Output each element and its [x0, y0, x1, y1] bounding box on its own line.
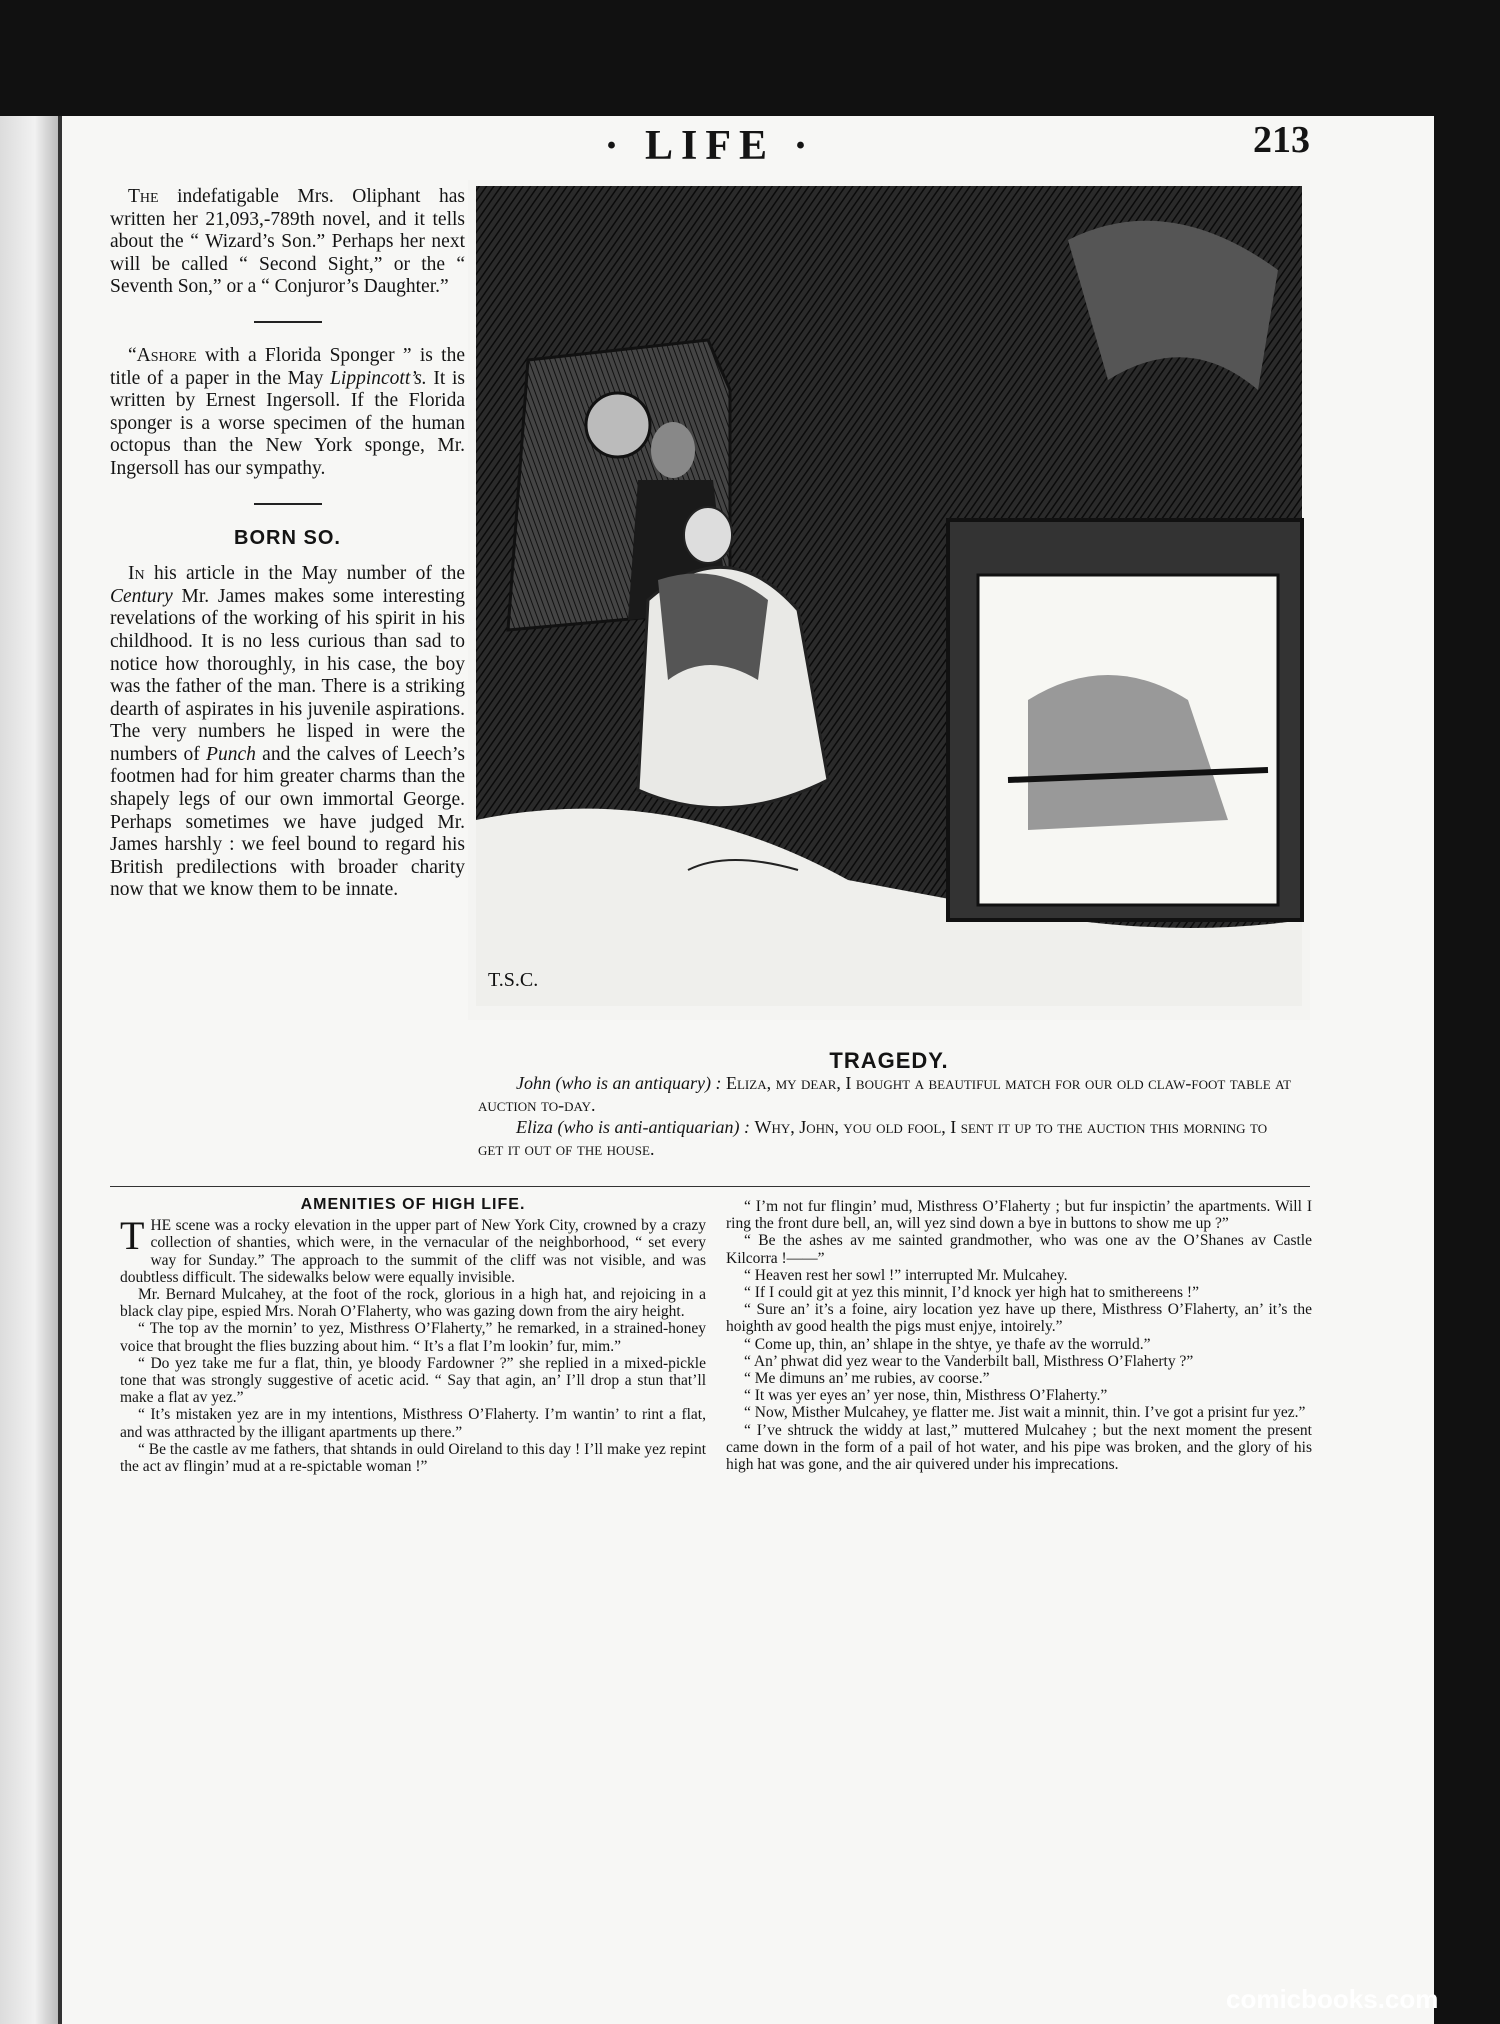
amenities-right-column	[726, 1198, 1312, 1473]
scan-right-border	[1434, 116, 1500, 2024]
ashore-magazine: Lippincott’s.	[330, 367, 427, 389]
ashore-text-2: It is written by Ernest Ingersoll. If the Florida sponger is a worse specimen of the human octopus than the New York sponge, Mr. Ingersoll has our sympathy.	[110, 367, 465, 479]
facing-page-edge	[0, 116, 58, 2024]
oliphant-text: indefatigable Mrs. Oliphant has written her 21,093,-789th novel, and it tells about the “ Wizard’s Son.” Perhaps her next will be called “ Second Sight,” or the “ Seventh Son,” or a “ Conjuror’s Daughter.”	[110, 186, 465, 298]
amenities-paragraph: “ Be the castle av me fathers, that shtands in ould Oireland to this day ! I’ll make yez repint the act av flingin’ mud at a re-spictable woman !”	[120, 1440, 706, 1476]
artist-signature: T.S.C.	[488, 969, 539, 991]
tragedy-title: TRAGEDY.	[829, 1048, 949, 1073]
born-so-title: BORN SO.	[234, 526, 341, 549]
ashore-paragraph	[110, 345, 465, 481]
born-so-text-3: and the calves of Leech’s footmen had for him greater charms than the shapely legs of our own immortal George. Perhaps sometimes we have judged Mr. James harshly : we feel bound to regard his British predilections with broader charity now that we know them to be innate.	[110, 743, 465, 901]
eliza-dialogue: Why, John, you old fool, I sent it up to the auction this morning to get it out of the house.	[478, 1117, 1268, 1159]
tragedy-caption	[478, 1072, 1296, 1160]
section-divider	[254, 503, 322, 505]
oliphant-paragraph	[110, 186, 465, 299]
born-so-magazine: Century	[110, 585, 173, 607]
amenities-paragraph: “ Do yez take me fur a flat, thin, ye bloody Fardowner ?” she replied in a mixed-pickle tone that was strongly suggestive of acetic acid. “ Say that agin, an’ I’ll drop a stun that’ll make a flat av yez.”	[120, 1354, 706, 1407]
amenities-paragraph: Mr. Bernard Mulcahey, at the foot of the rock, glorious in a high hat, and rejoicing in a black clay pipe, espied Mrs. Norah O’Flaherty, who was gazing down from the airy height.	[120, 1286, 706, 1321]
section-divider	[254, 321, 322, 323]
born-so-lead: In	[128, 563, 145, 585]
amenities-paragraph: “ An’ phwat did yez wear to the Vanderbilt ball, Misthress O’Flaherty ?”	[744, 1352, 1194, 1370]
amenities-paragraph: “ Be the ashes av me sainted grandmother, who was one av the O’Shanes av Castle Kilcorra !——”	[726, 1232, 1312, 1267]
eliza-speaker: Eliza (who is anti-antiquarian) :	[516, 1117, 750, 1137]
tragedy-illustration	[468, 180, 1310, 1020]
john-dialogue: Eliza, my dear, I bought a beautiful match for our old claw-foot table at auction to-day.	[478, 1073, 1292, 1115]
amenities-paragraph: “ Heaven rest her sowl !” interrupted Mr. Mulcahey.	[744, 1266, 1068, 1284]
ashore-lead: “Ashore	[128, 344, 197, 366]
masthead: · LIFE ·	[604, 123, 816, 169]
page-number: 213	[1253, 119, 1310, 161]
amenities-paragraph: “ I’ve shtruck the widdy at last,” muttered Mulcahey ; but the next moment the present came down in the form of a pail of hot water, and his pipe was broken, and the glory of his high hat was gone, and the air quivered under his imprecations.	[726, 1421, 1312, 1474]
born-so-text-2: Mr. James makes some interesting revelations of the working of his spirit in his childhood. It is no less curious than sad to notice how thoroughly, in his case, the boy was the father of the man. There is a striking dearth of aspirates in his juvenile aspirations. The very numbers he lisped in were the numbers of	[110, 585, 465, 765]
amenities-paragraph: “ Me dimuns an’ me rubies, av coorse.”	[744, 1370, 990, 1388]
amenities-paragraph: “ The top av the mornin’ to yez, Misthress O’Flaherty,” he remarked, in a strained-honey voice that brought the flies buzzing about him. “ It’s a flat I’m lookin’ fur, mim.”	[120, 1320, 706, 1355]
born-so-paragraph	[110, 563, 465, 902]
john-speaker: John (who is an antiquary) :	[516, 1073, 722, 1093]
born-so-text-1: his article in the May number of the	[153, 563, 466, 585]
ashore-text: with a Florida Sponger ” is the title of a paper in the May	[110, 344, 466, 389]
woman-shawl	[658, 573, 768, 680]
amenities-title: AMENITIES OF HIGH LIFE.	[300, 1196, 526, 1213]
amenities-paragraph: “ It was yer eyes an’ yer nose, thin, Misthress O’Flaherty.”	[744, 1387, 1108, 1405]
amenities-text: HE scene was a rocky elevation in the upper part of New York City, crowned by a crazy collection of shanties, which were, in the vernacular of the neighborhood, “ set every way for Sunday.” The approach to the summit of the cliff was not visible, and was doubtless difficult. The sidewalks below were equally invisible.	[120, 1217, 706, 1286]
drop-cap: T	[120, 1213, 145, 1259]
amenities-paragraph: “ Come up, thin, an’ shlape in the shtye, ye thafe av the worruld.”	[744, 1335, 1151, 1353]
clock-face-ornament	[586, 393, 650, 457]
amenities-paragraph: “ It’s mistaken yez are in my intentions, Misthress O’Flaherty. I’m wantin’ to rint a flat, and was atthracted by the illigant apartments up there.”	[120, 1406, 706, 1441]
amenities-left-column	[120, 1196, 706, 1475]
amenities-paragraph	[120, 1213, 706, 1286]
amenities-paragraph: “ Sure an’ it’s a foine, airy location yez have up there, Misthress O’Flaherty, an’ it’s the hoighth av good health the pigs must enjye, intoirely.”	[726, 1301, 1312, 1336]
eliza-line	[478, 1116, 1296, 1160]
amenities-paragraph: “ I’m not fur flingin’ mud, Misthress O’Flaherty ; but fur inspictin’ the apartments. Will I ring the front dure bell, an, will yez sind down a bye in buttons to show me up ?”	[726, 1198, 1312, 1233]
man-head	[651, 422, 695, 478]
oliphant-lead: The	[128, 186, 159, 207]
amenities-paragraph: “ Now, Misther Mulcahey, ye flatter me. Jist wait a minnit, thin. I’ve got a prisint fur yez.”	[744, 1404, 1306, 1422]
woman-head	[684, 507, 732, 563]
site-watermark: comicbooks.com	[1226, 1984, 1439, 2014]
amenities-paragraph: “ If I could git at yez this minnit, I’d knock yer high hat to smithereens !”	[744, 1284, 1199, 1302]
left-column	[110, 186, 465, 902]
born-so-punch: Punch	[206, 743, 256, 765]
scan-top-border	[0, 0, 1500, 116]
john-line	[478, 1072, 1296, 1116]
section-rule	[110, 1186, 1310, 1187]
